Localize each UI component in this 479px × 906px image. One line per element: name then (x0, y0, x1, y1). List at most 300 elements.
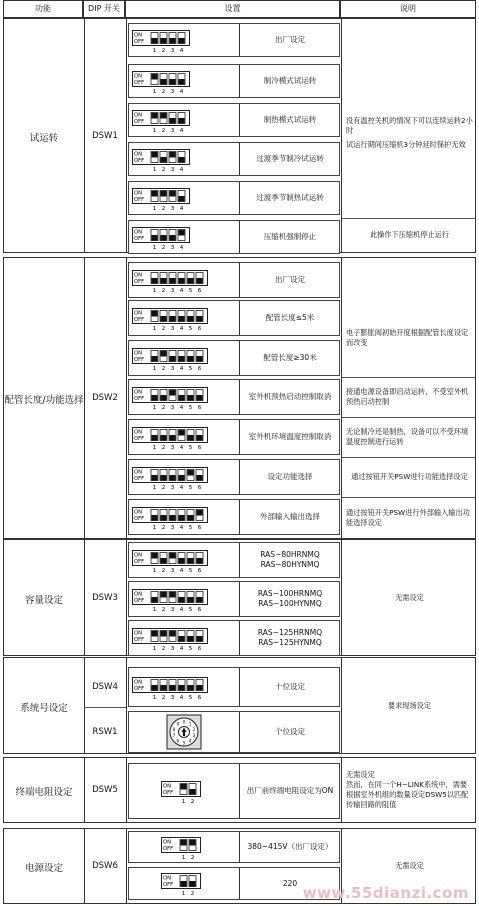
dip-knob-6-off (197, 278, 203, 284)
dip-knob-6-on (197, 510, 203, 516)
dip-switch-diagram (132, 677, 222, 701)
dip-switch-diagram (132, 387, 222, 411)
dip-number-3: 3 (170, 567, 175, 574)
dip-knob-3-off (170, 475, 176, 481)
dip-switch-diagram (132, 188, 200, 212)
row-divider (239, 143, 240, 175)
dip-number-2: 2 (161, 325, 166, 332)
dip-number-1: 1 (152, 645, 157, 652)
dip-number-2: 2 (190, 798, 195, 805)
note-text: 无论制冷还是制热，设备可以不受环境温度控制进行运转 (346, 427, 469, 446)
dip-on-label: ON (134, 552, 142, 558)
row-divider (239, 460, 240, 494)
row-divider (239, 24, 240, 56)
dip-knob-3-off (170, 118, 176, 124)
dip-on-label: ON (163, 875, 171, 882)
dip-off-label: OFF (163, 789, 174, 796)
setting-row (128, 620, 340, 656)
dip-name: DSW4 (92, 682, 118, 692)
note-divider (342, 377, 475, 378)
column-divider (126, 258, 127, 538)
dip-knob-3-on (170, 191, 176, 197)
dip-knob-4-off (179, 395, 185, 401)
setting-row (128, 419, 340, 455)
svg-text:3: 3 (192, 733, 196, 739)
note-text: 通过按钮开关PSW进行外部输入输出功能选择设定 (346, 507, 470, 527)
dip-number-2: 2 (161, 645, 166, 652)
dip-off-label: OFF (134, 435, 145, 442)
function-name: 终端电阻设定 (15, 787, 73, 798)
dip-number-3: 3 (170, 645, 175, 652)
dip-number-4: 4 (179, 287, 184, 294)
dip-number-2: 2 (161, 88, 166, 95)
dip-on-label: ON (134, 350, 142, 356)
dip-knob-3-on (170, 152, 176, 158)
dip-knob-3-off (170, 79, 176, 85)
dip-number-3: 3 (170, 325, 175, 332)
note-text: 无需设定 (395, 861, 424, 870)
dip-number-5: 5 (188, 645, 193, 652)
svg-text:6: 6 (176, 738, 180, 744)
dip-knob-1-on (152, 191, 158, 197)
dip-number-2: 2 (161, 166, 166, 173)
row-divider (239, 104, 240, 136)
dip-knob-4-off (179, 597, 185, 603)
dip-switch-diagram (132, 227, 200, 251)
dip-name: DSW3 (92, 592, 118, 603)
dip-number-1: 1 (152, 524, 157, 531)
dip-knob-4-on (179, 430, 185, 436)
dip-off-label: OFF (163, 882, 174, 888)
dip-off-label: OFF (134, 515, 145, 522)
dip-number-2: 2 (161, 404, 166, 411)
row-divider (239, 65, 240, 97)
column-divider (84, 658, 85, 753)
setting-description: 380−415V（出厂设定） (247, 842, 333, 851)
dip-knob-2-off (161, 38, 167, 44)
setting-description: RAS−80HRNMQ RAS−80HYNMQ (260, 550, 320, 569)
dip-on-label: ON (134, 429, 142, 435)
dip-knob-5-off (188, 356, 194, 362)
note-text: 试运行期间压缩机3分钟延时保护无效 (346, 140, 466, 149)
dip-off-label: OFF (134, 278, 145, 285)
setting-description: 外部输入输出选择 (260, 512, 320, 521)
dip-switch-diagram (161, 837, 201, 861)
setting-description: 220 (282, 878, 298, 888)
row-divider (239, 182, 240, 214)
dip-off-label: OFF (134, 316, 145, 323)
dip-knob-1-on (152, 113, 158, 119)
dip-knob-6-off (197, 558, 203, 564)
dip-number-1: 1 (152, 47, 157, 54)
dip-knob-3-off (170, 356, 176, 362)
dip-knob-1-off (152, 395, 158, 401)
dip-number-4: 4 (179, 166, 184, 173)
dip-knob-5-off (188, 316, 194, 322)
dip-knob-6-off (197, 685, 203, 691)
setting-description: 十位设定 (275, 682, 305, 691)
function-name: 试运转 (29, 132, 59, 144)
dip-knob-5-off (188, 558, 194, 564)
dip-number-4: 4 (179, 606, 184, 613)
setting-description: 配管长度≥30米 (263, 353, 317, 362)
row-divider (239, 221, 240, 253)
setting-row (128, 459, 340, 495)
dip-knob-2-off (161, 475, 167, 481)
dip-knob-3-off (170, 435, 176, 441)
setting-description: RAS−100HRNMQ RAS−100HYNMQ (257, 589, 323, 608)
dip-knob-5-off (188, 278, 194, 284)
dip-knob-3-off (170, 278, 176, 284)
note-divider (342, 417, 475, 418)
dip-number-2: 2 (161, 127, 166, 134)
dip-knob-2-on (161, 191, 167, 197)
dip-knob-6-off (197, 316, 203, 322)
dip-knob-5-off (188, 685, 194, 691)
dip-knob-3-on (170, 553, 176, 559)
dip-number-1: 1 (152, 325, 157, 332)
dip-number-1: 1 (181, 891, 186, 897)
dip-number-6: 6 (197, 365, 202, 372)
dip-knob-1-on (152, 74, 158, 80)
dip-knob-4-off (179, 118, 185, 124)
dip-knob-4-off (179, 79, 185, 85)
dip-switch-diagram (132, 308, 222, 332)
dip-knob-2-on (190, 840, 196, 846)
dip-number-2: 2 (161, 444, 166, 451)
dip-knob-5-off (188, 435, 194, 441)
row-divider (239, 832, 240, 862)
dip-on-label: ON (134, 32, 142, 38)
dip-off-label: OFF (134, 235, 145, 242)
setting-row (128, 763, 340, 819)
setting-row (128, 64, 340, 98)
dip-number-5: 5 (188, 694, 193, 701)
dip-knob-1-off (152, 685, 158, 691)
dip-switch-diagram (132, 270, 222, 294)
dip-number-4: 4 (179, 205, 184, 212)
dip-number-6: 6 (197, 444, 202, 451)
dip-number-6: 6 (197, 606, 202, 613)
section-2 (3, 539, 476, 656)
dip-knob-1-on (152, 152, 158, 158)
dip-knob-1-off (152, 356, 158, 362)
setting-description: 个位设定 (275, 727, 305, 736)
dip-knob-2-on (161, 113, 167, 119)
dip-switch-diagram (132, 507, 222, 531)
section-1 (3, 257, 476, 539)
dip-number-5: 5 (188, 287, 193, 294)
setting-row (128, 23, 340, 57)
function-name: 配管长度/功能选择 (4, 395, 84, 406)
row-divider (239, 500, 240, 534)
dip-name-2: RSW1 (92, 727, 118, 737)
dip-number-3: 3 (170, 444, 175, 451)
dip-number-1: 1 (152, 127, 157, 134)
dip-number-2: 2 (161, 484, 166, 491)
setting-description: 出厂设定 (275, 35, 305, 44)
dip-on-label: ON (134, 679, 142, 685)
column-divider (341, 658, 342, 753)
row-divider (239, 380, 240, 414)
dip-knob-2-off (161, 558, 167, 564)
dip-number-4: 4 (179, 325, 184, 332)
dip-off-label: OFF (134, 38, 145, 45)
dip-number-1: 1 (181, 798, 186, 805)
dip-number-4: 4 (179, 404, 184, 411)
setting-row (128, 542, 340, 578)
dip-switch-diagram (161, 781, 201, 805)
dip-number-2: 2 (161, 606, 166, 613)
dip-number-4: 4 (179, 694, 184, 701)
note-divider (342, 497, 475, 498)
dip-knob-6-off (197, 636, 203, 642)
dip-row-divider (84, 707, 126, 708)
dip-knob-3-off (170, 515, 176, 521)
dip-knob-2-on (161, 592, 167, 598)
svg-text:0: 0 (182, 719, 186, 725)
section-3 (3, 657, 476, 754)
svg-text:2: 2 (192, 726, 196, 732)
setting-row (128, 499, 340, 535)
dip-number-6: 6 (197, 524, 202, 531)
dip-number-1: 1 (152, 244, 157, 251)
dip-knob-4-off (179, 558, 185, 564)
svg-text:4: 4 (188, 738, 192, 744)
dip-on-label: ON (134, 151, 142, 157)
dip-number-2: 2 (161, 287, 166, 294)
note-text: 要求现场设定 (387, 700, 432, 710)
dip-knob-6-off (197, 435, 203, 441)
dip-number-5: 5 (188, 567, 193, 574)
dip-number-3: 3 (170, 694, 175, 701)
setting-description: 过渡季节制热试运转 (256, 193, 324, 202)
dip-knob-4-off (179, 636, 185, 642)
row-divider (239, 301, 240, 335)
row-divider (239, 621, 240, 655)
dip-knob-5-off (188, 515, 194, 521)
dip-number-3: 3 (170, 166, 175, 173)
header-note: 说明 (340, 0, 476, 18)
dip-on-label: ON (134, 190, 142, 196)
dip-number-3: 3 (170, 47, 175, 54)
dip-knob-2-off (190, 789, 196, 795)
dip-switch-diagram (132, 427, 222, 451)
column-divider (126, 19, 127, 252)
setting-row (128, 262, 340, 298)
dip-name: DSW1 (92, 130, 118, 141)
row-divider (239, 543, 240, 577)
dip-number-4: 4 (179, 444, 184, 451)
setting-description: 制热模式试运转 (263, 115, 317, 124)
dip-off-label: OFF (134, 79, 145, 86)
dip-number-1: 1 (152, 484, 157, 491)
dip-knob-4-off (179, 356, 185, 362)
dip-number-2: 2 (161, 694, 166, 701)
column-divider (341, 758, 342, 822)
dip-knob-1-on (152, 553, 158, 559)
dip-number-6: 6 (197, 645, 202, 652)
dip-number-2: 2 (161, 47, 166, 54)
header-dip: DIP 开关 (83, 0, 125, 18)
row-divider (239, 764, 240, 818)
dip-knob-2-off (161, 316, 167, 322)
dip-on-label: ON (134, 630, 142, 636)
dip-off-label: OFF (134, 558, 145, 565)
dip-name: DSW2 (92, 393, 118, 403)
dip-knob-5-off (188, 597, 194, 603)
dip-number-5: 5 (188, 325, 193, 332)
setting-row (128, 340, 340, 376)
dip-on-label: ON (134, 591, 142, 597)
dip-knob-1-on (181, 784, 187, 790)
dip-switch-diagram (132, 467, 222, 491)
dip-number-3: 3 (170, 606, 175, 613)
dip-knob-4-on (179, 230, 185, 236)
setting-description: 制冷模式试运转 (263, 76, 317, 85)
setting-row (128, 379, 340, 415)
dip-on-label: ON (134, 310, 142, 316)
dip-number-1: 1 (152, 88, 157, 95)
rotary-switch-icon (163, 713, 205, 751)
dip-number-6: 6 (197, 567, 202, 574)
row-divider (239, 420, 240, 454)
row-divider (239, 712, 240, 752)
dip-off-label: OFF (134, 157, 145, 164)
dip-number-5: 5 (188, 484, 193, 491)
setting-row (128, 103, 340, 137)
note-text: 没有温控关机的情况下可以连续运转2小时 (346, 116, 473, 135)
dip-number-3: 3 (170, 404, 175, 411)
dip-knob-4-off (179, 157, 185, 163)
dip-knob-4-off (179, 196, 185, 202)
function-name: 电源设定 (24, 863, 63, 874)
dip-on-label: ON (134, 112, 142, 118)
dip-on-label: ON (134, 73, 142, 79)
dip-knob-5-off (188, 636, 194, 642)
setting-description: 出厂设定 (275, 275, 305, 284)
dip-knob-3-off (170, 685, 176, 691)
dip-number-1: 1 (152, 205, 157, 212)
dip-number-4: 4 (179, 567, 184, 574)
column-divider (341, 540, 342, 655)
dip-number-4: 4 (179, 88, 184, 95)
header-function: 功能 (3, 0, 83, 18)
dip-number-4: 4 (179, 524, 184, 531)
dip-knob-2-on (161, 631, 167, 637)
setting-row (128, 667, 340, 707)
dip-number-2: 2 (161, 524, 166, 531)
header-setting: 设置 (125, 0, 340, 18)
dip-off-label: OFF (134, 475, 145, 482)
dip-knob-6-off (197, 597, 203, 603)
dip-number-1: 1 (152, 404, 157, 411)
dip-name: DSW5 (92, 785, 118, 795)
dip-switch-diagram (132, 110, 200, 134)
section-4 (3, 757, 476, 823)
dip-number-3: 3 (170, 484, 175, 491)
note-text: 电子膨胀阀初始开度根据配管长度设定而改变 (346, 327, 469, 347)
setting-description: 设定功能选择 (267, 472, 313, 481)
dip-off-label: OFF (134, 196, 145, 203)
dip-off-label: OFF (134, 356, 145, 363)
dip-off-label: OFF (134, 597, 145, 604)
dip-number-6: 6 (197, 287, 202, 294)
dip-number-3: 3 (170, 127, 175, 134)
section-0 (3, 18, 476, 253)
dip-switch-diagram (132, 348, 222, 372)
dip-off-label: OFF (134, 118, 145, 125)
svg-text:7: 7 (172, 733, 176, 739)
dip-number-6: 6 (197, 325, 202, 332)
dip-knob-2-on (161, 351, 167, 357)
setting-row (128, 711, 340, 753)
dip-on-label: ON (134, 229, 142, 235)
note-text: 通过按钮开关PSW进行功能选择设定 (351, 472, 468, 481)
setting-description: 室外机预热启动控制取消 (248, 392, 332, 401)
dip-knob-6-off (197, 395, 203, 401)
dip-knob-2-off (161, 395, 167, 401)
dip-off-label: OFF (134, 636, 145, 643)
dip-knob-1-on (152, 631, 158, 637)
setting-description: 配管长度≤5米 (265, 313, 315, 322)
dip-switch-diagram (132, 550, 222, 574)
dip-knob-1-on (152, 311, 158, 317)
note-divider (342, 218, 475, 219)
dip-number-5: 5 (188, 606, 193, 613)
note-divider (342, 457, 475, 458)
dip-knob-2-off (161, 435, 167, 441)
setting-description: 出厂前终端电阻设定为ON (246, 786, 334, 795)
row-divider (239, 341, 240, 375)
dip-number-6: 6 (197, 404, 202, 411)
dip-knob-2-off (161, 79, 167, 85)
dip-knob-4-off (179, 515, 185, 521)
dip-knob-4-off (179, 278, 185, 284)
dip-knob-1-off (152, 278, 158, 284)
dip-number-2: 2 (190, 854, 195, 861)
dip-knob-4-off (179, 316, 185, 322)
dip-switch-diagram (132, 628, 222, 652)
dip-knob-3-off (170, 316, 176, 322)
dip-number-2: 2 (161, 567, 166, 574)
dip-number-6: 6 (197, 694, 202, 701)
dip-number-3: 3 (170, 88, 175, 95)
dip-knob-1-off (152, 38, 158, 44)
dip-number-1: 1 (152, 694, 157, 701)
setting-row (128, 181, 340, 215)
setting-row (128, 581, 340, 617)
dip-number-3: 3 (170, 287, 175, 294)
setting-row (128, 220, 340, 254)
dip-on-label: ON (163, 839, 171, 845)
dip-off-label: OFF (134, 395, 145, 402)
dip-knob-1-off (181, 881, 187, 887)
dip-number-1: 1 (152, 287, 157, 294)
dip-number-2: 2 (161, 205, 166, 212)
dip-number-3: 3 (170, 244, 175, 251)
dip-number-1: 1 (152, 166, 157, 173)
svg-text:8: 8 (172, 726, 176, 732)
dip-knob-6-off (197, 475, 203, 481)
dip-on-label: ON (134, 469, 142, 475)
dip-name: DSW6 (92, 861, 118, 871)
dip-number-5: 5 (188, 404, 193, 411)
function-name: 容量设定 (24, 594, 63, 606)
dip-on-label: ON (134, 389, 142, 395)
column-divider (126, 540, 127, 655)
dip-knob-3-on (170, 390, 176, 396)
